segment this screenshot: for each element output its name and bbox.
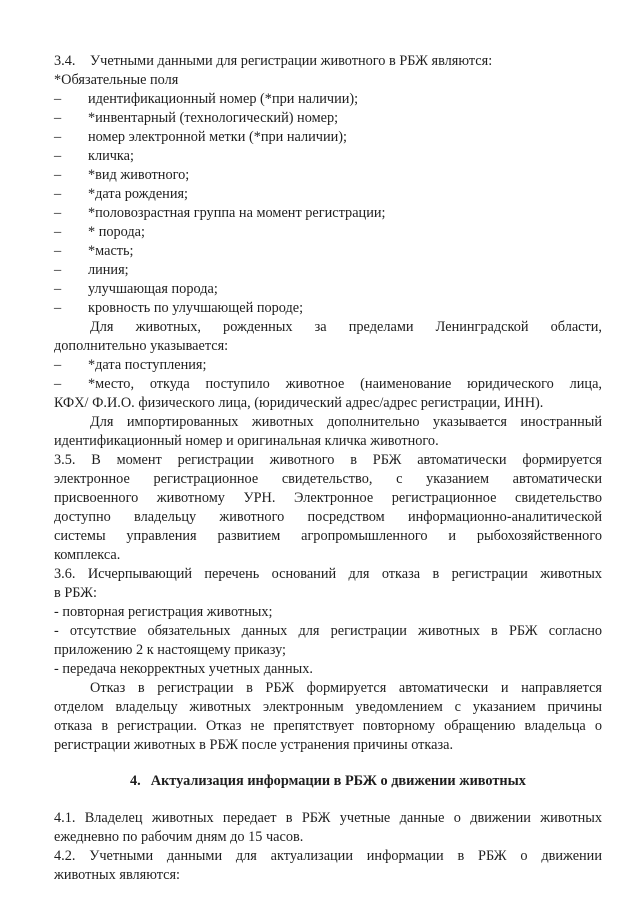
paragraph-line: идентификационный номер и оригинальная кличка животного. [54, 433, 439, 449]
section-number: 3.4. [54, 53, 76, 69]
list-item [54, 280, 602, 299]
list-item [54, 375, 602, 394]
dash-marker: – [54, 281, 62, 297]
list-item [54, 147, 602, 166]
paragraph-line: 3.6. Исчерпывающий перечень оснований для отказа в регистрации животных [54, 566, 602, 582]
section-4-number: 4. [130, 773, 141, 789]
section-4-heading [54, 772, 602, 791]
dash-marker: – [54, 224, 62, 240]
list-item [54, 185, 602, 204]
list-item [54, 166, 602, 185]
list-item [54, 261, 602, 280]
section-4-1 [54, 809, 602, 847]
section-3-4-title: Учетными данными для регистрации животного в РБЖ являются: [90, 53, 493, 69]
paragraph-line: - передача некорректных учетных данных. [54, 661, 313, 677]
paragraph-line: - отсутствие обязательных данных для регистрации животных в РБЖ согласно [54, 623, 602, 639]
paragraph-line: Для импортированных животных дополнительно указывается иностранный [90, 414, 602, 430]
list-item-text: *масть; [88, 243, 134, 259]
list-item-text: номер электронной метки (*при наличии); [88, 129, 348, 145]
paragraph-line: животных являются: [54, 867, 181, 883]
paragraph-line: системы управления развитием агропромышленного и рыбохозяйственного [54, 528, 602, 544]
list-item-text: кличка; [88, 148, 134, 164]
paragraph-line: Для животных, рожденных за пределами Ленинградской области, [90, 319, 602, 335]
dash-marker: – [54, 376, 62, 392]
dash-marker: – [54, 205, 62, 221]
section-3-6 [54, 565, 602, 755]
paragraph-line: в РБЖ: [54, 585, 97, 601]
paragraph-line: 4.1. Владелец животных передает в РБЖ учетные данные о движении животных [54, 810, 602, 826]
list-item [54, 223, 602, 242]
paragraph-line: присвоенного животному УРН. Электронное регистрационное свидетельство [54, 490, 602, 506]
paragraph-line: - повторная регистрация животных; [54, 604, 273, 620]
paragraph-line: приложению 2 к настоящему приказу; [54, 642, 286, 658]
dash-marker: – [54, 148, 62, 164]
list-item-text: улучшающая порода; [88, 281, 218, 297]
dash-marker: – [54, 243, 62, 259]
dash-marker: – [54, 110, 62, 126]
list-item-text: *дата рождения; [88, 186, 189, 202]
paragraph-line: дополнительно указывается: [54, 338, 229, 354]
list-item-text: линия; [88, 262, 129, 278]
section-3-5 [54, 451, 602, 565]
dash-marker: – [54, 357, 62, 373]
paragraph-line: КФХ/ Ф.И.О. физического лица, (юридический адрес/адрес регистрации, ИНН). [54, 395, 544, 411]
list-item [54, 109, 602, 128]
paragraph-line: отказа в регистрации. Отказ не препятствует повторному обращению владельца о [54, 718, 602, 734]
required-fields-note: *Обязательные поля [54, 72, 179, 88]
paragraph-line: доступно владельцу животного посредством информационно-аналитической [54, 509, 602, 525]
paragraph-line: ежедневно по рабочим дням до 15 часов. [54, 829, 304, 845]
list-item-text: *инвентарный (технологический) номер; [88, 110, 339, 126]
section-4-title: Актуализация информации в РБЖ о движении животных [150, 773, 526, 789]
list-item [54, 299, 602, 318]
paragraph-line: 3.5. В момент регистрации животного в РБЖ автоматически формируется [54, 452, 602, 468]
paragraph-line: электронное регистрационное свидетельство, с указанием автоматически [54, 471, 602, 487]
registration-fields-list [54, 90, 602, 318]
list-item [54, 356, 602, 375]
paragraph-line: отделом владельцу животных электронным уведомлением с указанием причины [54, 699, 602, 715]
paragraph-line: 4.2. Учетными данными для актуализации информации в РБЖ о движении [54, 848, 602, 864]
dash-marker: – [54, 167, 62, 183]
section-4-2 [54, 847, 602, 885]
dash-marker: – [54, 129, 62, 145]
list-item [54, 90, 602, 109]
dash-marker: – [54, 186, 62, 202]
document-page [54, 52, 602, 885]
list-item-text: *половозрастная группа на момент регистрации; [88, 205, 386, 221]
list-item-text: *место, откуда поступило животное (наименование юридического лица, [88, 376, 602, 392]
list-item-text: идентификационный номер (*при наличии); [88, 91, 359, 107]
list-item-text: *вид животного; [88, 167, 190, 183]
list-item [54, 242, 602, 261]
list-item [54, 204, 602, 223]
list-item [54, 128, 602, 147]
dash-marker: – [54, 91, 62, 107]
dash-marker: – [54, 262, 62, 278]
list-item-text: *дата поступления; [88, 357, 207, 373]
section-3-4-heading [54, 52, 602, 71]
list-item-text: кровность по улучшающей породе; [88, 300, 304, 316]
paragraph-line: регистрации животных в РБЖ после устранения причины отказа. [54, 737, 454, 753]
list-item-text: * порода; [88, 224, 145, 240]
paragraph-line: Отказ в регистрации в РБЖ формируется автоматически и направляется [90, 680, 602, 696]
paragraph-line: комплекса. [54, 547, 121, 563]
dash-marker: – [54, 300, 62, 316]
